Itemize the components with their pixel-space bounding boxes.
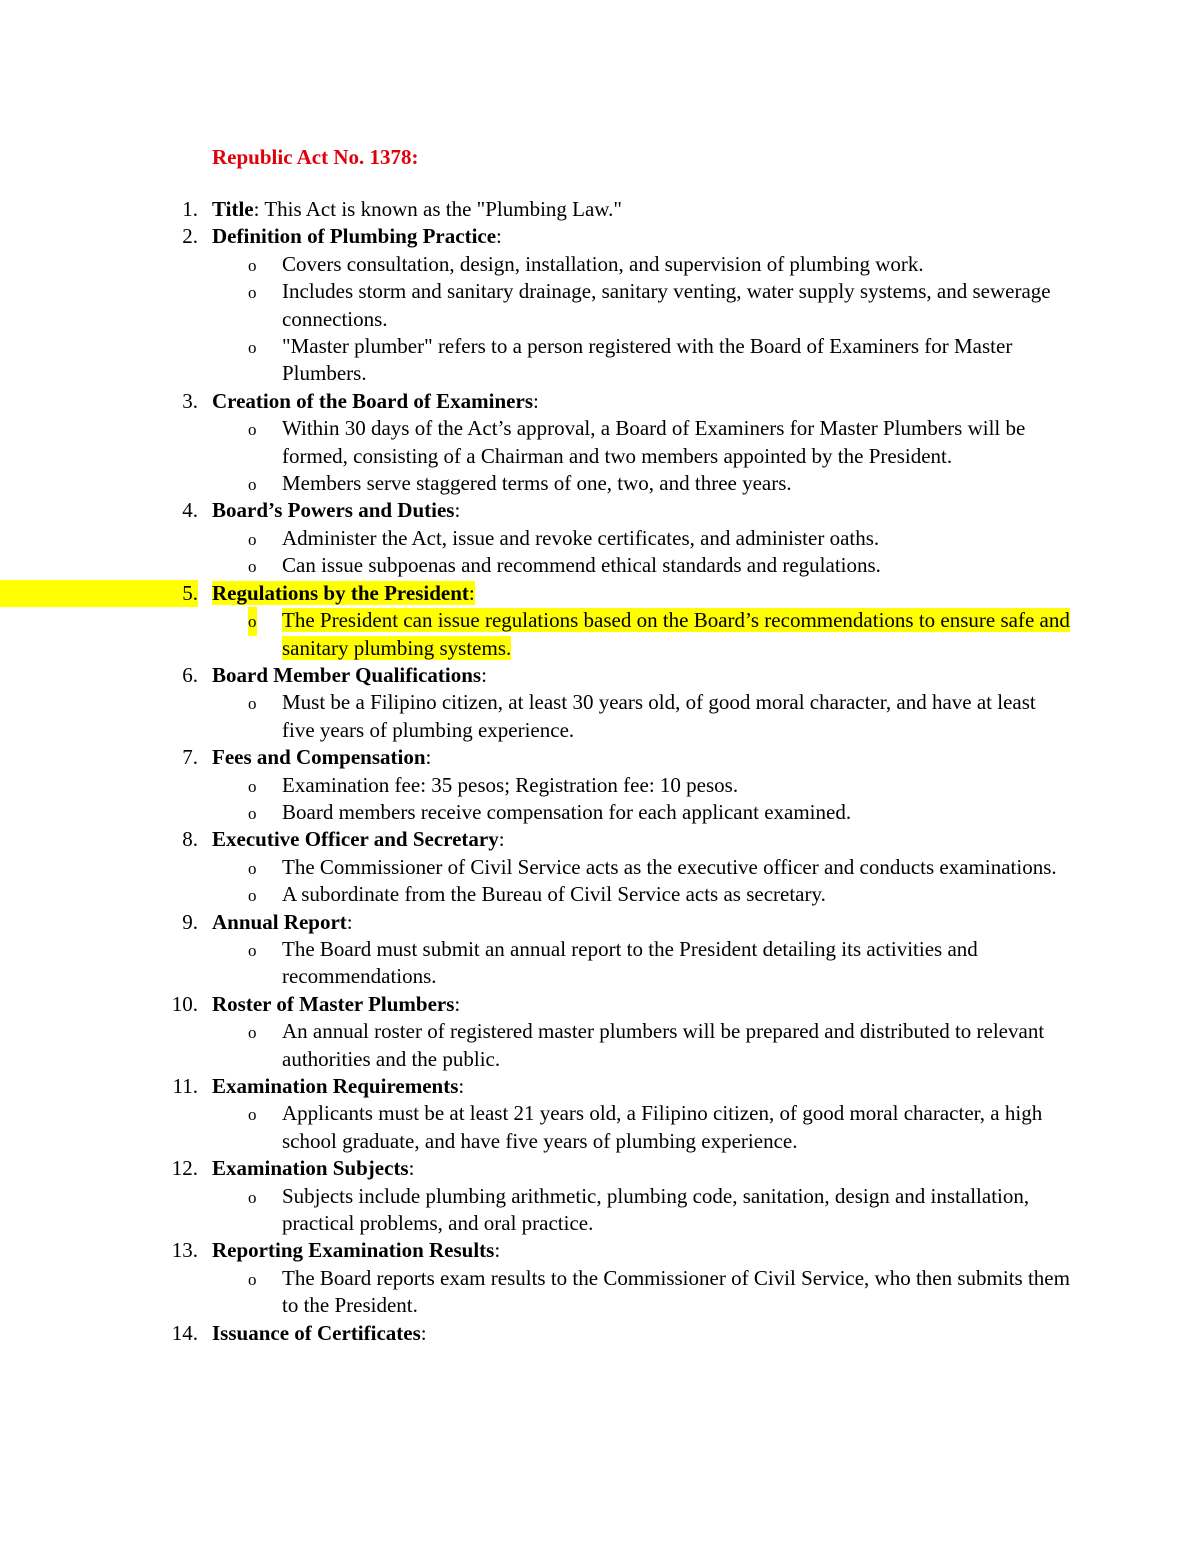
sub-item-text: Within 30 days of the Act’s approval, a Board of Examiners for Master Plumbers will be formed, consisting of a Chairman and two members appointed by the President. [282,416,1026,468]
list-item [0,580,1200,607]
list-item-label: Fees and Compensation [212,745,426,770]
list-item [0,388,1200,415]
list-item-label: Executive Officer and Secretary [212,827,499,852]
sub-item [248,1100,1072,1155]
list-item-label: Board’s Powers and Duties [212,498,455,523]
list-item-heading [212,909,1200,936]
sub-item [248,1018,1072,1073]
sub-item [248,470,1072,497]
list-item-colon: : [425,745,432,770]
list-item-label: Examination Requirements [212,1074,459,1098]
sub-item-text: "Master plumber" refers to a person registered with the Board of Examiners for Master Plumbers. [282,334,1013,386]
sub-item-text: The Board reports exam results to the Commissioner of Civil Service, who then submits them to the President. [282,1265,1070,1318]
sub-item [248,278,1072,333]
list-item-heading [212,826,1200,853]
bullet-icon: o [248,694,257,714]
list-item-colon: : [408,1156,415,1181]
list-item-heading-text [212,663,487,687]
list-item [0,1155,1200,1182]
list-item-number: 7. [182,745,198,770]
list-item-number: 2. [182,224,198,249]
bullet-icon: o [248,607,257,636]
list-item-label: Board Member Qualifications [212,662,482,687]
list-item-heading-text [212,827,505,851]
list-item-colon: : [533,388,539,413]
sub-item-text: The Commissioner of Civil Service acts as the executive officer and conducts examinations. [282,854,1057,879]
list-item-heading-text [212,910,353,934]
list-item-heading-text [212,224,502,248]
sub-item-text: Board members receive compensation for each applicant examined. [282,799,852,824]
bullet-icon: o [248,1105,257,1125]
list-item-heading-text [212,1156,414,1180]
list-item-heading [212,1155,1200,1182]
bullet-icon: o [248,529,257,549]
sub-item-text: An annual roster of registered master plumbers will be prepared and distributed to relevant authorities and the public. [282,1019,1045,1071]
list-item-heading [212,1320,1200,1347]
sub-item-text: Examination fee: 35 pesos; Registration fee: 10 pesos. [282,772,739,797]
bullet-icon: o [248,338,257,358]
list-item-number: 14. [171,1320,198,1345]
list-item [0,991,1200,1018]
list-item-label: Title [212,197,254,221]
list-item-heading-text [212,498,460,522]
list-item-heading [212,1237,1200,1264]
bullet-icon: o [248,803,257,823]
sub-item [248,1183,1072,1238]
list-item-number: 11. [172,1074,198,1098]
list-item [0,662,1200,689]
list-item-heading [212,196,1200,223]
list-item-colon: : [498,827,505,852]
list-item [0,826,1200,853]
list-item-colon: : [346,909,353,934]
sub-item [248,799,1072,826]
list-item-number: 12. [171,1156,198,1181]
list-item-heading [212,497,1200,524]
sub-item-text: Members serve staggered terms of one, two, and three years. [282,471,792,496]
sub-item [248,1265,1072,1320]
sub-item [248,251,1072,278]
list-item-label: Annual Report [212,909,347,934]
sub-item-text: Can issue subpoenas and recommend ethical standards and regulations. [282,553,881,578]
list-item-colon: : [468,580,475,605]
sub-item-text: Applicants must be at least 21 years old, a Filipino citizen, of good moral character, a high school graduate, and have five years of plumbing experience. [282,1101,1043,1153]
list-item-heading [212,388,1200,415]
list-item-heading [212,991,1200,1018]
list-item-heading [212,580,1200,607]
list-item-label: Roster of Master Plumbers [212,991,455,1016]
list-item-colon: : [420,1320,427,1345]
list-item-colon: : [496,224,502,249]
bullet-icon: o [248,475,257,495]
list-item-number: 3. [182,388,198,413]
list-item-heading-text [212,197,622,221]
list-item-number: 10. [171,991,198,1016]
list-item-label: Definition of Plumbing Practice [212,224,497,249]
bullet-icon: o [248,940,257,960]
list-item [0,1320,1200,1347]
list-item-number: 6. [182,662,198,687]
sub-item [248,854,1072,881]
sub-item [248,525,1072,552]
list-item-heading [212,223,1200,250]
list-item [0,744,1200,771]
sub-item [248,936,1072,991]
bullet-icon: o [248,255,257,275]
bullet-icon: o [248,1187,257,1207]
list-item-heading-text [212,745,431,769]
list-item-colon: : [481,662,487,687]
list-item-description: This Act is known as the "Plumbing Law." [259,197,622,221]
list-item-number: 1. [182,197,198,221]
list-item-number: 4. [182,498,198,523]
list-item-heading-text [212,389,539,413]
list-item [0,1073,1200,1100]
sub-item [248,689,1072,744]
list-item-number: 5. [0,580,198,607]
list-item-colon: : [253,197,260,221]
list-item [0,497,1200,524]
sub-item-text: A subordinate from the Bureau of Civil Service acts as secretary. [282,882,826,907]
list-item-label: Regulations by the President [212,580,469,605]
list-item [0,909,1200,936]
list-item-number: 13. [171,1238,198,1263]
bullet-icon: o [248,886,257,906]
list-item-label: Examination Subjects [212,1156,409,1181]
bullet-icon: o [248,858,257,878]
list-item-number: 9. [182,909,198,934]
sub-item [248,415,1072,470]
list-item [0,196,1200,223]
sub-item [248,607,1072,662]
list-item-colon: : [494,1238,501,1263]
sub-item [248,881,1072,908]
numbered-list [0,196,1200,1347]
list-item-heading [212,1073,1200,1100]
document-title: Republic Act No. 1378: [212,145,419,169]
sub-item-text: The Board must submit an annual report to the President detailing its activities and recommendations. [282,936,978,989]
list-item-heading-text [212,1238,500,1262]
list-item-colon: : [454,991,461,1016]
sub-item-text: Covers consultation, design, installation, and supervision of plumbing work. [282,251,924,276]
sub-item-text: Subjects include plumbing arithmetic, plumbing code, sanitation, design and installation, practical problems, and oral practice. [282,1183,1030,1236]
list-item-heading-text [212,1321,427,1345]
bullet-icon: o [248,1269,257,1289]
list-item-label: Issuance of Certificates [212,1320,421,1345]
list-item-colon: : [458,1074,465,1098]
sub-item-text: Must be a Filipino citizen, at least 30 years old, of good moral character, and have at least five years of plumbing experience. [282,690,1036,742]
list-item-label: Reporting Examination Results [212,1238,495,1263]
bullet-icon: o [248,420,257,440]
list-item-heading-text [212,581,475,605]
sub-item [248,552,1072,579]
sub-item [248,333,1072,388]
list-item [0,223,1200,250]
bullet-icon: o [248,283,257,303]
sub-item-text: Administer the Act, issue and revoke certificates, and administer oaths. [282,525,880,550]
list-item-heading [212,662,1200,689]
list-item-label: Creation of the Board of Examiners [212,388,533,413]
list-item-heading [212,744,1200,771]
bullet-icon: o [248,557,257,577]
bullet-icon: o [248,776,257,796]
list-item-colon: : [454,498,461,523]
list-item-heading-text [212,992,460,1016]
sub-item [248,772,1072,799]
sub-item-text: Includes storm and sanitary drainage, sanitary venting, water supply systems, and sewerage connections. [282,279,1051,331]
bullet-icon: o [248,1023,257,1043]
sub-item-text: The President can issue regulations based on the Board’s recommendations to ensure safe and sanitary plumbing systems. [282,608,1070,660]
list-item [0,1237,1200,1264]
list-item-heading-text [212,1074,464,1098]
list-item-number: 8. [182,827,198,852]
